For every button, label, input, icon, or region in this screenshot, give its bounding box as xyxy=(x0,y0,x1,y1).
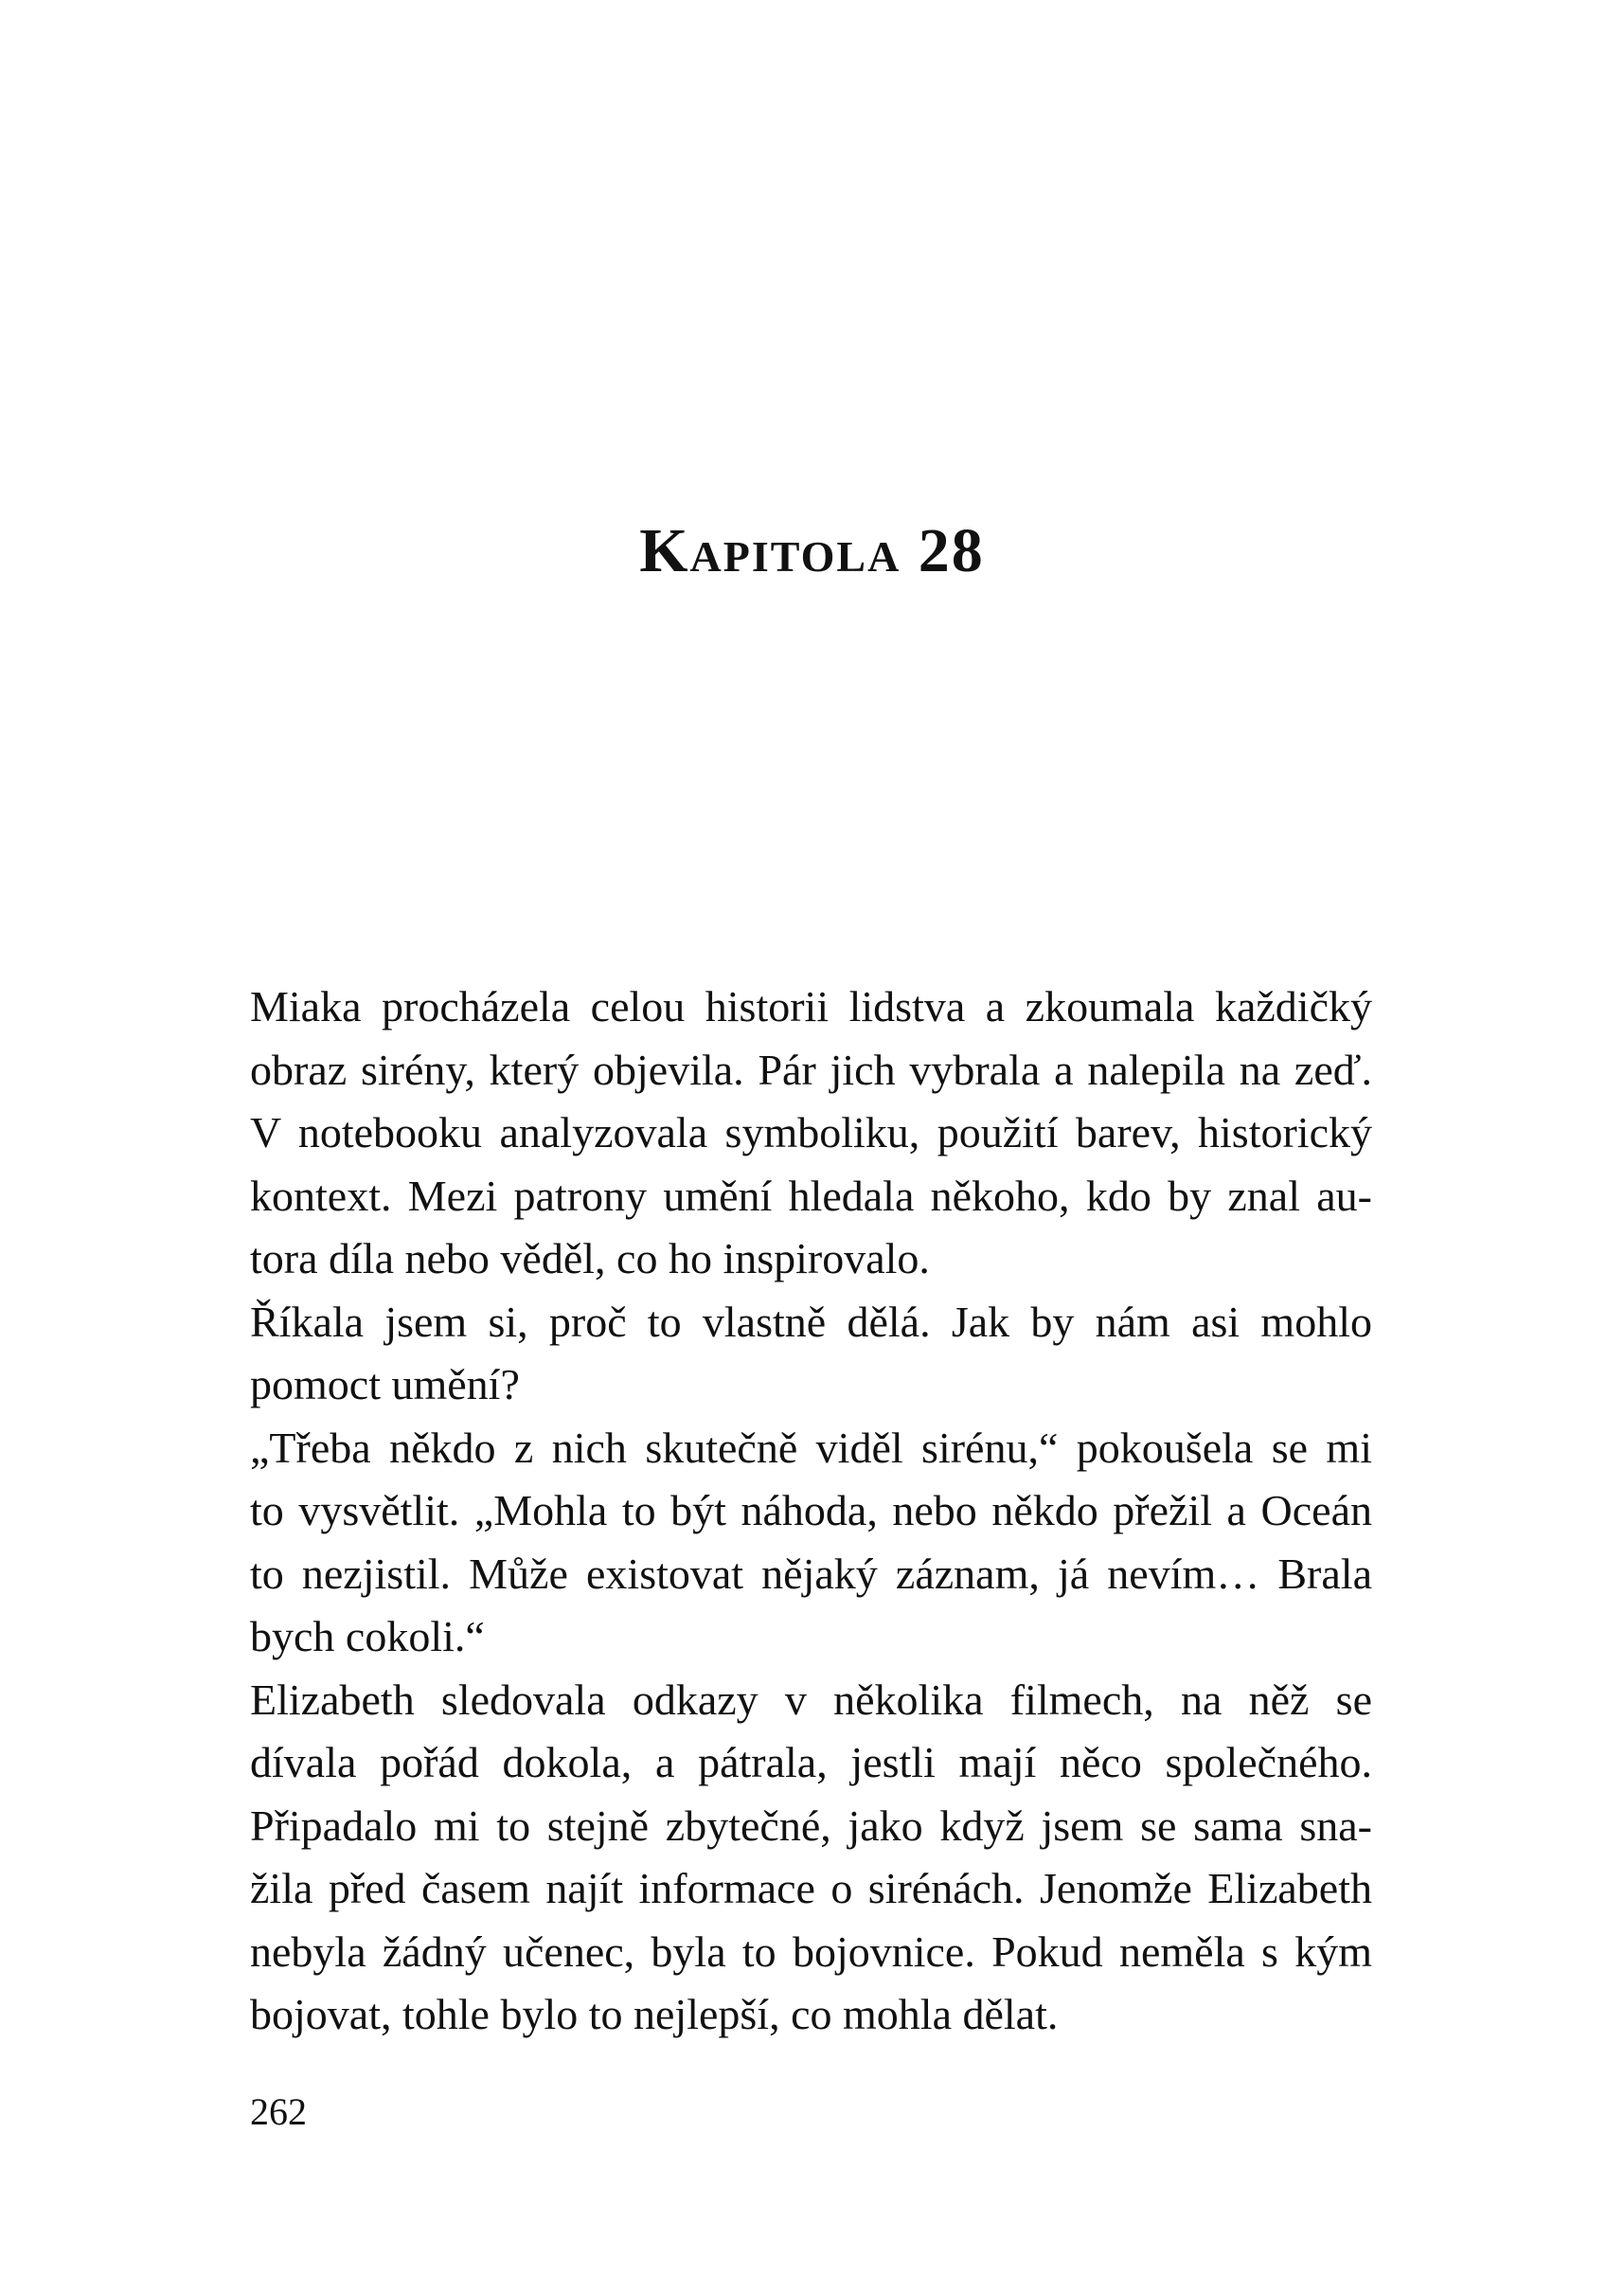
text-line: žila před časem najít informace o sirénách. Jenomže Elizabeth xyxy=(250,1864,1372,1912)
text-line: to vysvětlit. „Mohla to být náhoda, nebo někdo přežil a Oceán xyxy=(250,1486,1372,1534)
body-text xyxy=(250,976,1372,2047)
page-number: 262 xyxy=(250,2090,307,2133)
text-line: tora díla nebo věděl, co ho inspirovalo. xyxy=(250,1234,930,1282)
text-line: obraz sirény, který objevila. Pár jich vybrala a nalepila na zeď. xyxy=(250,1045,1372,1094)
text-line: nebyla žádný učenec, byla to bojovnice. Pokud neměla s kým xyxy=(250,1927,1372,1976)
text-line: Miaka procházela celou historii lidstva a zkoumala každičký xyxy=(250,982,1372,1031)
text-line: dívala pořád dokola, a pátrala, jestli mají něco společného. xyxy=(250,1738,1372,1786)
text-line: Elizabeth sledovala odkazy v několika filmech, na něž se xyxy=(250,1675,1372,1724)
text-line: to nezjistil. Může existovat nějaký záznam, já nevím… Brala xyxy=(250,1549,1372,1598)
text-line: „Třeba někdo z nich skutečně viděl sirénu,“ pokoušela se mi xyxy=(250,1423,1372,1472)
text-line: kontext. Mezi patrony umění hledala někoho, kdo by znal au- xyxy=(250,1171,1372,1220)
text-line: pomoct umění? xyxy=(250,1360,520,1408)
text-line: V notebooku analyzovala symboliku, použití barev, historický xyxy=(250,1108,1372,1156)
chapter-title: Kapitola 28 xyxy=(639,516,985,586)
text-line: bych cokoli.“ xyxy=(250,1612,485,1660)
text-line: Připadalo mi to stejně zbytečné, jako když jsem se sama sna- xyxy=(250,1801,1372,1850)
text-line: Říkala jsem si, proč to vlastně dělá. Jak by nám asi mohlo xyxy=(250,1297,1372,1346)
text-line: bojovat, tohle bylo to nejlepší, co mohla dělat. xyxy=(250,1990,1059,2038)
